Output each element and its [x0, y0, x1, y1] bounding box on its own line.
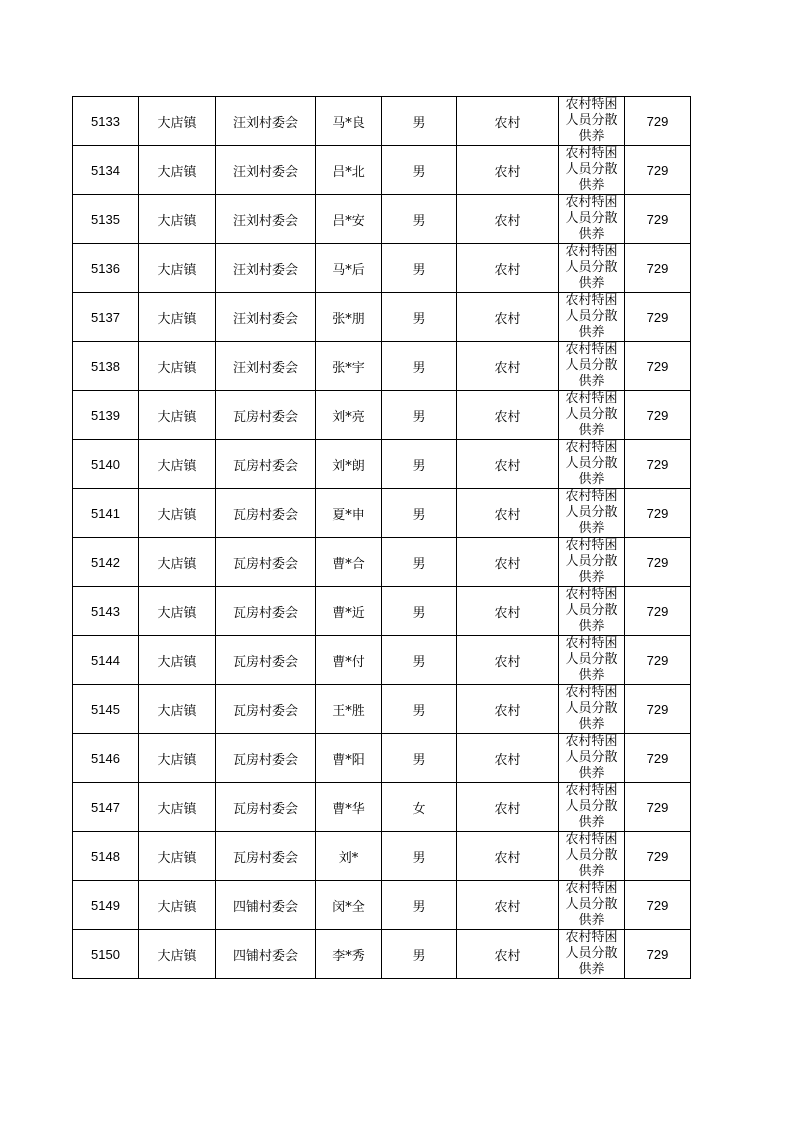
- category-text: 农村特困人员分散供养: [565, 195, 618, 242]
- gender-cell: 男: [382, 685, 457, 734]
- residence-cell: 农村: [457, 930, 559, 979]
- town-cell: 大店镇: [139, 881, 216, 930]
- village-cell: 瓦房村委会: [216, 489, 316, 538]
- town-cell: 大店镇: [139, 783, 216, 832]
- gender-cell: 男: [382, 832, 457, 881]
- residence-cell: 农村: [457, 293, 559, 342]
- town-cell: 大店镇: [139, 930, 216, 979]
- village-cell: 汪刘村委会: [216, 342, 316, 391]
- village-cell: 汪刘村委会: [216, 244, 316, 293]
- row-id-cell: 5133: [73, 97, 139, 146]
- category-text: 农村特困人员分散供养: [565, 881, 618, 928]
- table-row: [73, 342, 691, 391]
- amount-cell: 729: [625, 489, 691, 538]
- category-cell: [559, 783, 625, 832]
- category-text: 农村特困人员分散供养: [565, 244, 618, 291]
- data-table: [72, 96, 691, 979]
- residence-cell: 农村: [457, 636, 559, 685]
- amount-cell: 729: [625, 734, 691, 783]
- name-cell: 曹*阳: [316, 734, 382, 783]
- name-cell: 曹*近: [316, 587, 382, 636]
- name-cell: 刘*亮: [316, 391, 382, 440]
- residence-cell: 农村: [457, 685, 559, 734]
- name-cell: 曹*华: [316, 783, 382, 832]
- table-row: [73, 489, 691, 538]
- amount-cell: 729: [625, 97, 691, 146]
- row-id-cell: 5142: [73, 538, 139, 587]
- row-id-cell: 5150: [73, 930, 139, 979]
- name-cell: 刘*朗: [316, 440, 382, 489]
- amount-cell: 729: [625, 440, 691, 489]
- gender-cell: 男: [382, 734, 457, 783]
- village-cell: 瓦房村委会: [216, 734, 316, 783]
- category-text: 农村特困人员分散供养: [565, 489, 618, 536]
- village-cell: 瓦房村委会: [216, 587, 316, 636]
- gender-cell: 男: [382, 489, 457, 538]
- residence-cell: 农村: [457, 342, 559, 391]
- amount-cell: 729: [625, 538, 691, 587]
- village-cell: 瓦房村委会: [216, 832, 316, 881]
- category-cell: [559, 391, 625, 440]
- row-id-cell: 5140: [73, 440, 139, 489]
- village-cell: 汪刘村委会: [216, 146, 316, 195]
- village-cell: 瓦房村委会: [216, 538, 316, 587]
- name-cell: 李*秀: [316, 930, 382, 979]
- town-cell: 大店镇: [139, 538, 216, 587]
- residence-cell: 农村: [457, 195, 559, 244]
- gender-cell: 男: [382, 636, 457, 685]
- table-row: [73, 587, 691, 636]
- category-cell: [559, 244, 625, 293]
- town-cell: 大店镇: [139, 293, 216, 342]
- category-cell: [559, 636, 625, 685]
- table-row: [73, 881, 691, 930]
- category-cell: [559, 293, 625, 342]
- name-cell: 马*后: [316, 244, 382, 293]
- amount-cell: 729: [625, 195, 691, 244]
- village-cell: 瓦房村委会: [216, 391, 316, 440]
- table-row: [73, 146, 691, 195]
- gender-cell: 男: [382, 195, 457, 244]
- category-cell: [559, 195, 625, 244]
- row-id-cell: 5134: [73, 146, 139, 195]
- name-cell: 王*胜: [316, 685, 382, 734]
- name-cell: 马*良: [316, 97, 382, 146]
- gender-cell: 男: [382, 587, 457, 636]
- residence-cell: 农村: [457, 146, 559, 195]
- town-cell: 大店镇: [139, 195, 216, 244]
- residence-cell: 农村: [457, 587, 559, 636]
- town-cell: 大店镇: [139, 489, 216, 538]
- gender-cell: 男: [382, 391, 457, 440]
- category-text: 农村特困人员分散供养: [565, 685, 618, 732]
- category-text: 农村特困人员分散供养: [565, 587, 618, 634]
- table-row: [73, 97, 691, 146]
- table-row: [73, 244, 691, 293]
- name-cell: 吕*安: [316, 195, 382, 244]
- table-row: [73, 783, 691, 832]
- town-cell: 大店镇: [139, 244, 216, 293]
- category-cell: [559, 538, 625, 587]
- name-cell: 吕*北: [316, 146, 382, 195]
- category-cell: [559, 587, 625, 636]
- category-text: 农村特困人员分散供养: [565, 930, 618, 977]
- town-cell: 大店镇: [139, 587, 216, 636]
- amount-cell: 729: [625, 391, 691, 440]
- category-cell: [559, 881, 625, 930]
- row-id-cell: 5147: [73, 783, 139, 832]
- village-cell: 瓦房村委会: [216, 685, 316, 734]
- row-id-cell: 5148: [73, 832, 139, 881]
- gender-cell: 男: [382, 244, 457, 293]
- gender-cell: 男: [382, 146, 457, 195]
- village-cell: 瓦房村委会: [216, 636, 316, 685]
- village-cell: 汪刘村委会: [216, 195, 316, 244]
- amount-cell: 729: [625, 244, 691, 293]
- residence-cell: 农村: [457, 244, 559, 293]
- category-text: 农村特困人员分散供养: [565, 734, 618, 781]
- town-cell: 大店镇: [139, 440, 216, 489]
- village-cell: 汪刘村委会: [216, 293, 316, 342]
- amount-cell: 729: [625, 783, 691, 832]
- amount-cell: 729: [625, 342, 691, 391]
- row-id-cell: 5139: [73, 391, 139, 440]
- amount-cell: 729: [625, 685, 691, 734]
- residence-cell: 农村: [457, 489, 559, 538]
- town-cell: 大店镇: [139, 685, 216, 734]
- town-cell: 大店镇: [139, 97, 216, 146]
- amount-cell: 729: [625, 832, 691, 881]
- row-id-cell: 5145: [73, 685, 139, 734]
- name-cell: 张*朋: [316, 293, 382, 342]
- category-cell: [559, 440, 625, 489]
- village-cell: 瓦房村委会: [216, 440, 316, 489]
- gender-cell: 男: [382, 342, 457, 391]
- amount-cell: 729: [625, 587, 691, 636]
- town-cell: 大店镇: [139, 636, 216, 685]
- row-id-cell: 5141: [73, 489, 139, 538]
- gender-cell: 男: [382, 440, 457, 489]
- category-cell: [559, 734, 625, 783]
- row-id-cell: 5135: [73, 195, 139, 244]
- name-cell: 夏*申: [316, 489, 382, 538]
- name-cell: 闵*全: [316, 881, 382, 930]
- town-cell: 大店镇: [139, 734, 216, 783]
- gender-cell: 男: [382, 293, 457, 342]
- row-id-cell: 5149: [73, 881, 139, 930]
- town-cell: 大店镇: [139, 146, 216, 195]
- amount-cell: 729: [625, 293, 691, 342]
- table-row: [73, 195, 691, 244]
- category-cell: [559, 97, 625, 146]
- category-cell: [559, 146, 625, 195]
- category-text: 农村特困人员分散供养: [565, 342, 618, 389]
- village-cell: 瓦房村委会: [216, 783, 316, 832]
- residence-cell: 农村: [457, 734, 559, 783]
- category-text: 农村特困人员分散供养: [565, 146, 618, 193]
- residence-cell: 农村: [457, 832, 559, 881]
- amount-cell: 729: [625, 636, 691, 685]
- row-id-cell: 5143: [73, 587, 139, 636]
- category-text: 农村特困人员分散供养: [565, 832, 618, 879]
- category-text: 农村特困人员分散供养: [565, 783, 618, 830]
- residence-cell: 农村: [457, 97, 559, 146]
- row-id-cell: 5144: [73, 636, 139, 685]
- table-row: [73, 538, 691, 587]
- gender-cell: 男: [382, 881, 457, 930]
- category-text: 农村特困人员分散供养: [565, 538, 618, 585]
- table-row: [73, 440, 691, 489]
- category-cell: [559, 489, 625, 538]
- table-row: [73, 293, 691, 342]
- category-cell: [559, 930, 625, 979]
- category-text: 农村特困人员分散供养: [565, 391, 618, 438]
- table-row: [73, 734, 691, 783]
- name-cell: 曹*付: [316, 636, 382, 685]
- category-cell: [559, 685, 625, 734]
- category-text: 农村特困人员分散供养: [565, 440, 618, 487]
- table-body: [73, 97, 691, 979]
- name-cell: 曹*合: [316, 538, 382, 587]
- town-cell: 大店镇: [139, 391, 216, 440]
- row-id-cell: 5136: [73, 244, 139, 293]
- residence-cell: 农村: [457, 391, 559, 440]
- amount-cell: 729: [625, 881, 691, 930]
- residence-cell: 农村: [457, 440, 559, 489]
- gender-cell: 女: [382, 783, 457, 832]
- table-row: [73, 636, 691, 685]
- amount-cell: 729: [625, 146, 691, 195]
- category-text: 农村特困人员分散供养: [565, 636, 618, 683]
- table-row: [73, 930, 691, 979]
- row-id-cell: 5138: [73, 342, 139, 391]
- village-cell: 汪刘村委会: [216, 97, 316, 146]
- village-cell: 四铺村委会: [216, 930, 316, 979]
- town-cell: 大店镇: [139, 342, 216, 391]
- table-row: [73, 391, 691, 440]
- gender-cell: 男: [382, 538, 457, 587]
- gender-cell: 男: [382, 930, 457, 979]
- village-cell: 四铺村委会: [216, 881, 316, 930]
- category-text: 农村特困人员分散供养: [565, 97, 618, 144]
- category-text: 农村特困人员分散供养: [565, 293, 618, 340]
- residence-cell: 农村: [457, 783, 559, 832]
- table-row: [73, 685, 691, 734]
- table-row: [73, 832, 691, 881]
- gender-cell: 男: [382, 97, 457, 146]
- name-cell: 刘*: [316, 832, 382, 881]
- town-cell: 大店镇: [139, 832, 216, 881]
- name-cell: 张*宇: [316, 342, 382, 391]
- category-cell: [559, 342, 625, 391]
- row-id-cell: 5137: [73, 293, 139, 342]
- residence-cell: 农村: [457, 881, 559, 930]
- residence-cell: 农村: [457, 538, 559, 587]
- category-cell: [559, 832, 625, 881]
- row-id-cell: 5146: [73, 734, 139, 783]
- amount-cell: 729: [625, 930, 691, 979]
